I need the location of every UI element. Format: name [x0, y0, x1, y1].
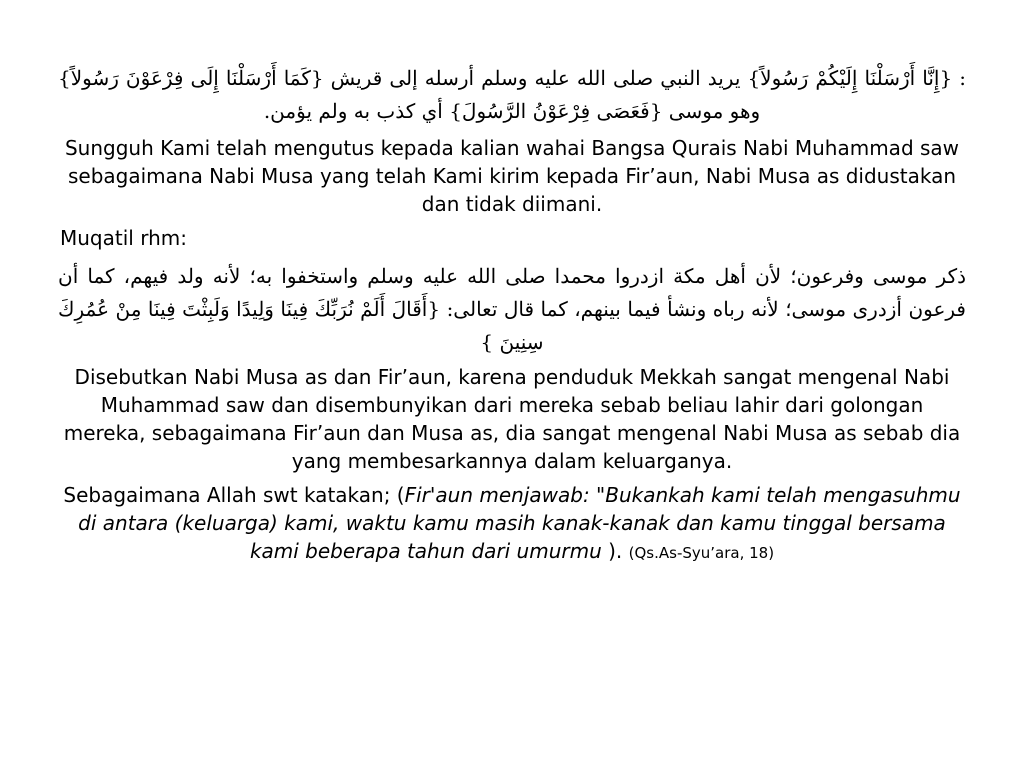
quran-citation: (Qs.As-Syu’ara, 18) [628, 544, 775, 562]
closing-paragraph [58, 481, 966, 567]
arabic-passage-2: ذكر موسى وفرعون؛ لأن أهل مكة ازدروا محمدا صلى الله عليه وسلم واستخفوا به؛ لأنه ولد فيهم، كما أن فرعون أزدرى موسى؛ لأنه رباه ونشأ فيما بينهم، كما قال تعالى: {أَقَالَ أَلَمْ نُرَبِّكَ فِينَا وَلِيدًا وَلَبِثْتَ فِينَا مِنْ عُمُرِكَ سِنِينَ } [58, 264, 967, 354]
closing-prefix: Sebagaimana Allah swt katakan; ( [63, 483, 405, 507]
closing-quote: Fir'aun menjawab: "Bukankah kami telah mengasuhmu di antara (keluarga) kami, waktu kamu masih kanak-kanak dan kamu tinggal bersama kami beberapa tahun dari umurmu [78, 483, 961, 563]
translation-paragraph-2: Disebutkan Nabi Musa as dan Fir’aun, karena penduduk Mekkah sangat mengenal Nabi Muhammad saw dan disembunyikan dari mereka sebab beliau lahir dari golongan mereka, sebagaimana Fir’aun dan Musa as, dia sangat mengenal Nabi Musa as sebab dia yang membesarkannya dalam keluarganya. [63, 365, 961, 473]
slide-body [58, 62, 966, 567]
closing-suffix: ). [601, 539, 629, 563]
translation-paragraph-1: Sungguh Kami telah mengutus kepada kalian wahai Bangsa Qurais Nabi Muhammad saw sebagaimana Nabi Musa yang telah Kami kirim kepada Fir’aun, Nabi Musa as didustakan dan tidak diimani. [64, 136, 960, 216]
speaker-label: Muqatil rhm: [60, 226, 187, 250]
arabic-passage-1: : {إِنَّا أَرْسَلْنَا إِلَيْكُمْ رَسُولاً} يريد النبي صلى الله عليه وسلم أرسله إلى قريش {كَمَا أَرْسَلْنَا إِلَى فِرْعَوْنَ رَسُولاً} وهو موسى {فَعَصَى فِرْعَوْنُ الرَّسُولَ} أي كذب به ولم يؤمن. [58, 66, 966, 123]
